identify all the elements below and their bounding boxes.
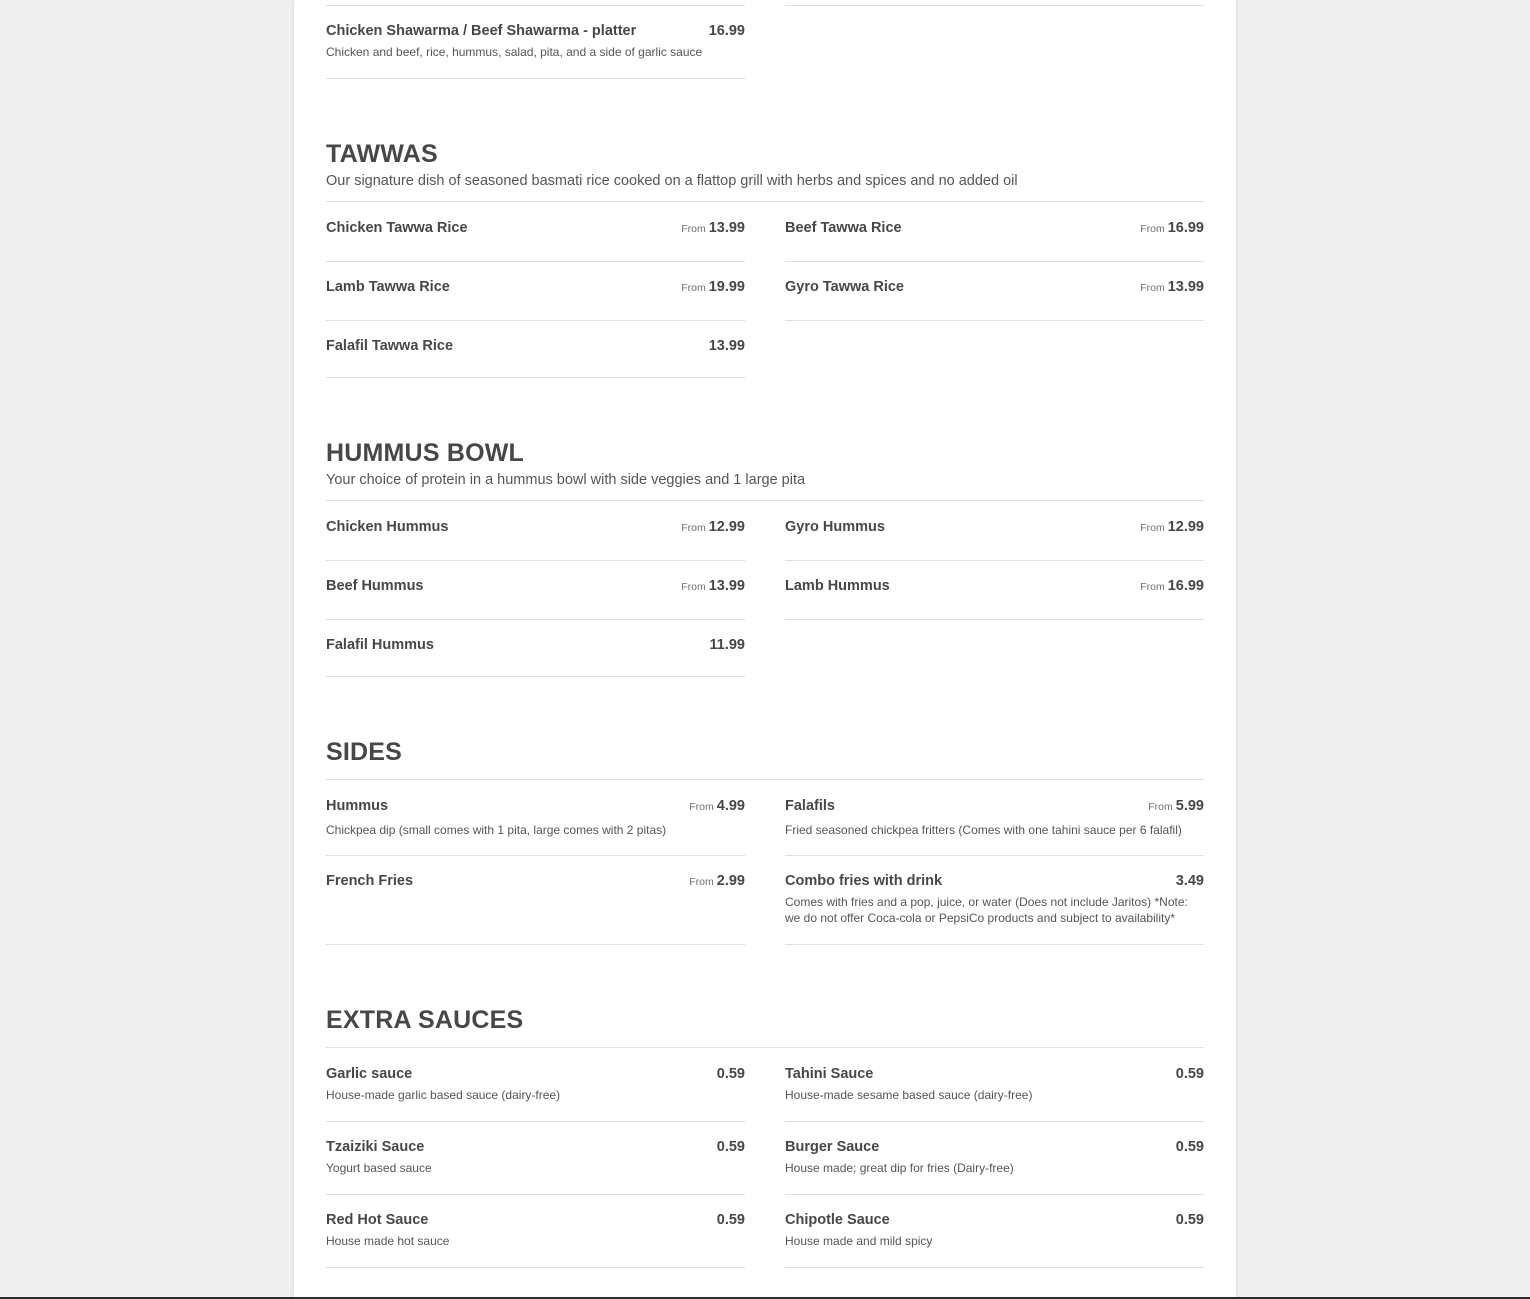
menu-item[interactable] bbox=[326, 577, 745, 620]
item-description: Yogurt based sauce bbox=[326, 1161, 432, 1175]
item-price: 0.59 bbox=[716, 1139, 745, 1155]
item-description: House made hot sauce bbox=[326, 1234, 450, 1248]
menu-item[interactable] bbox=[785, 1138, 1204, 1195]
section-divider bbox=[326, 1047, 1204, 1048]
item-name: Falafils bbox=[785, 798, 835, 814]
menu-item[interactable] bbox=[326, 797, 745, 856]
item-name: Combo fries with drink bbox=[785, 873, 943, 889]
item-name: Gyro Tawwa Rice bbox=[785, 279, 904, 295]
item-name: Lamb Tawwa Rice bbox=[326, 279, 450, 295]
price-value: 13.99 bbox=[708, 578, 745, 594]
item-price: 16.99 bbox=[708, 23, 745, 39]
menu-item[interactable] bbox=[785, 1065, 1204, 1122]
from-label: From bbox=[681, 522, 706, 534]
menu-item[interactable] bbox=[326, 219, 745, 262]
menu-item-prev[interactable] bbox=[326, 0, 745, 6]
section-divider bbox=[326, 779, 1204, 780]
item-price bbox=[1140, 278, 1204, 297]
menu-item[interactable] bbox=[785, 278, 1204, 321]
price-value: 5.99 bbox=[1175, 798, 1204, 814]
item-name: Gyro Hummus bbox=[785, 519, 885, 535]
from-label: From bbox=[681, 282, 706, 294]
menu-item[interactable] bbox=[326, 278, 745, 321]
item-description: House-made garlic based sauce (dairy-free) bbox=[326, 1088, 561, 1102]
item-name: Falafil Hummus bbox=[326, 637, 434, 653]
price-value: 2.99 bbox=[716, 873, 745, 889]
menu-item[interactable] bbox=[326, 636, 745, 677]
price-value: 4.99 bbox=[716, 798, 745, 814]
item-price: 11.99 bbox=[709, 637, 745, 653]
item-name: Red Hot Sauce bbox=[326, 1212, 429, 1228]
menu-item[interactable] bbox=[326, 872, 745, 945]
from-label: From bbox=[681, 581, 706, 593]
from-label: From bbox=[1140, 581, 1165, 593]
item-description: Chickpea dip (small comes with 1 pita, large comes with 2 pitas) bbox=[326, 823, 667, 837]
item-price: 0.59 bbox=[1175, 1066, 1204, 1082]
item-price bbox=[689, 797, 745, 816]
item-price: 13.99 bbox=[708, 338, 745, 354]
section-divider bbox=[326, 201, 1204, 202]
section-description-hummus-bowl: Your choice of protein in a hummus bowl with side veggies and 1 large pita bbox=[326, 472, 806, 488]
item-price: 0.59 bbox=[1175, 1139, 1204, 1155]
section-title-hummus-bowl: HUMMUS BOWL bbox=[326, 439, 525, 467]
menu-item[interactable] bbox=[326, 337, 745, 378]
item-price bbox=[681, 518, 745, 537]
item-name: Tzaiziki Sauce bbox=[326, 1139, 425, 1155]
item-price bbox=[1140, 518, 1204, 537]
item-name: Chicken Hummus bbox=[326, 519, 449, 535]
item-description: House made; great dip for fries (Dairy-free) bbox=[785, 1161, 1014, 1175]
item-price bbox=[1140, 577, 1204, 596]
menu-card bbox=[294, 0, 1236, 1297]
price-value: 12.99 bbox=[708, 519, 745, 535]
item-description: Chicken and beef, rice, hummus, salad, pita, and a side of garlic sauce bbox=[326, 45, 703, 59]
section-title-extra-sauces: EXTRA SAUCES bbox=[326, 1006, 524, 1034]
menu-item[interactable] bbox=[326, 1211, 745, 1268]
item-price bbox=[689, 872, 745, 891]
price-value: 12.99 bbox=[1167, 519, 1204, 535]
item-description: Comes with fries and a pop, juice, or water (Does not include Jaritos) *Note: we do not offer Coca-cola or PepsiCo products and subject to availability* bbox=[785, 895, 1188, 925]
item-price bbox=[681, 219, 745, 238]
item-name: Lamb Hummus bbox=[785, 578, 890, 594]
item-price bbox=[681, 278, 745, 297]
menu-item[interactable] bbox=[785, 577, 1204, 620]
from-label: From bbox=[1140, 223, 1165, 235]
item-description: House-made sesame based sauce (dairy-free) bbox=[785, 1088, 1033, 1102]
item-name: Burger Sauce bbox=[785, 1139, 880, 1155]
menu-item-prev[interactable] bbox=[785, 0, 1204, 6]
item-price bbox=[1140, 219, 1204, 238]
item-name: Garlic sauce bbox=[326, 1066, 413, 1082]
price-value: 19.99 bbox=[708, 279, 745, 295]
from-label: From bbox=[1140, 282, 1165, 294]
menu-item[interactable] bbox=[326, 518, 745, 561]
item-price bbox=[681, 577, 745, 596]
section-divider bbox=[326, 500, 1204, 501]
item-description: House made and mild spicy bbox=[785, 1234, 933, 1248]
item-price: 3.49 bbox=[1175, 873, 1204, 889]
item-price bbox=[1148, 797, 1204, 816]
item-price: 0.59 bbox=[716, 1066, 745, 1082]
menu-item[interactable] bbox=[326, 1065, 745, 1122]
menu-item[interactable] bbox=[785, 1211, 1204, 1268]
item-name: Beef Tawwa Rice bbox=[785, 220, 902, 236]
item-name: Tahini Sauce bbox=[785, 1066, 874, 1082]
menu-item[interactable] bbox=[326, 1138, 745, 1195]
item-name: Beef Hummus bbox=[326, 578, 424, 594]
item-name: French Fries bbox=[326, 873, 414, 889]
price-value: 13.99 bbox=[708, 220, 745, 236]
from-label: From bbox=[689, 801, 714, 813]
price-value: 16.99 bbox=[1167, 220, 1204, 236]
from-label: From bbox=[1148, 801, 1173, 813]
item-name: Falafil Tawwa Rice bbox=[326, 338, 454, 354]
menu-item[interactable] bbox=[785, 219, 1204, 262]
section-description-tawwas: Our signature dish of seasoned basmati rice cooked on a flattop grill with herbs and spices and no added oil bbox=[326, 173, 1018, 189]
item-name: Hummus bbox=[326, 798, 389, 814]
item-name: Chicken Tawwa Rice bbox=[326, 220, 468, 236]
from-label: From bbox=[681, 223, 706, 235]
item-price: 0.59 bbox=[1175, 1212, 1204, 1228]
price-value: 13.99 bbox=[1167, 279, 1204, 295]
menu-item[interactable] bbox=[785, 797, 1204, 856]
section-title-tawwas: TAWWAS bbox=[326, 140, 438, 168]
from-label: From bbox=[1140, 522, 1165, 534]
from-label: From bbox=[689, 876, 714, 888]
item-price: 0.59 bbox=[716, 1212, 745, 1228]
price-value: 16.99 bbox=[1167, 578, 1204, 594]
item-name: Chipotle Sauce bbox=[785, 1212, 890, 1228]
section-title-sides: SIDES bbox=[326, 738, 403, 766]
menu-item[interactable] bbox=[785, 518, 1204, 561]
menu-item[interactable] bbox=[785, 872, 1204, 945]
item-description: Fried seasoned chickpea fritters (Comes with one tahini sauce per 6 falafil) bbox=[785, 823, 1182, 837]
menu-item[interactable] bbox=[326, 22, 745, 79]
item-name: Chicken Shawarma / Beef Shawarma - platter bbox=[326, 23, 637, 39]
